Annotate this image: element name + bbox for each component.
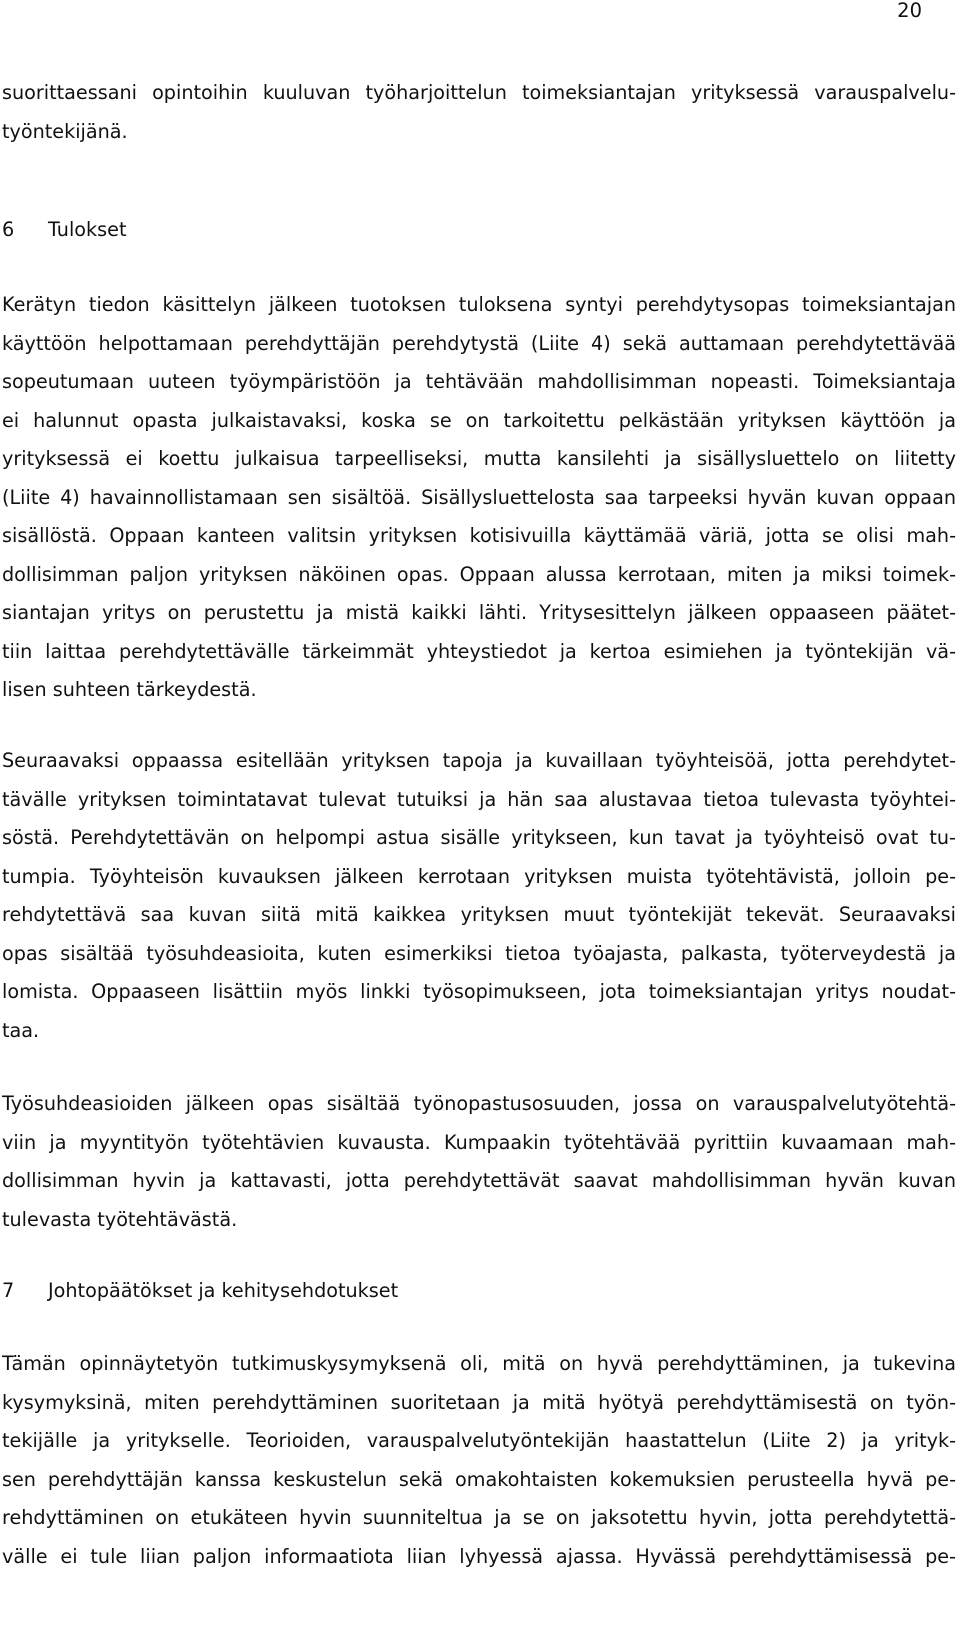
paragraph-line: työntekijänä. (2, 119, 128, 143)
section-title: Johtopäätökset ja kehitysehdotukset (48, 1279, 399, 1302)
paragraph-line: tumpia. Työyhteisön kuvauksen jälkeen kerrotaan yrityksen muista työtehtävistä, jolloin pe- (2, 864, 956, 888)
paragraph-line: rehdytettävä saa kuvan siitä mitä kaikkea yrityksen muut työntekijät tekevät. Seuraavaksi (2, 903, 956, 926)
section-heading-6 (2, 215, 126, 245)
paragraph-line: rehdyttäminen on etukäteen hyvin suunniteltua ja se on jaksotettu hyvin, jotta perehdytettä- (2, 1506, 956, 1529)
paragraph-line: Tämän opinnäytetyön tutkimuskysymyksenä oli, mitä on hyvä perehdyttäminen, ja tukevina (2, 1352, 956, 1375)
paragraph-results-2 (2, 742, 956, 1050)
paragraph-line: opas sisältää työsuhdeasioita, kuten esimerkiksi tietoa työajasta, palkasta, työterveydestä ja (2, 941, 956, 965)
paragraph-line: söstä. Perehdytettävän on helpompi astua sisälle yritykseen, kun tavat ja työyhteisö ovat tu- (2, 826, 956, 849)
paragraph-line: ei halunnut opasta julkaistavaksi, koska se on tarkoitettu pelkästään yrityksen käyttöön ja (2, 408, 956, 432)
paragraph-line: lisen suhteen tärkeydestä. (2, 678, 257, 701)
paragraph-line: tulevasta työtehtävästä. (2, 1207, 238, 1231)
page-number: 20 (897, 0, 922, 22)
paragraph-results-3 (2, 1085, 956, 1239)
section-number: 6 (2, 218, 15, 241)
paragraph-line: Seuraavaksi oppaassa esitellään yrityksen tapoja ja kuvaillaan työyhteisöä, jotta perehdytet- (2, 749, 956, 772)
paragraph-conclusions-1 (2, 1345, 956, 1576)
paragraph-line: lomista. Oppaaseen lisättiin myös linkki työsopimukseen, jota toimeksiantajan yritys noudat- (2, 980, 956, 1003)
paragraph-line: yrityksessä ei koettu julkaisua tarpeelliseksi, mutta kansilehti ja sisällysluettelo on liitetty (2, 447, 956, 470)
section-heading-7 (2, 1276, 398, 1306)
paragraph-line: tekijälle ja yritykselle. Teorioiden, varauspalvelutyöntekijän haastattelun (Liite 2) ja yrityk- (2, 1429, 956, 1452)
paragraph-line: tävälle yrityksen toimintatavat tulevat tutuiksi ja hän saa alustavaa tietoa tulevasta työyhtei- (2, 787, 956, 811)
paragraph-line: taa. (2, 1018, 40, 1042)
paragraph-line: sisällöstä. Oppaan kanteen valitsin yrityksen kotisivuilla käyttämää väriä, jotta se olisi mah- (2, 524, 956, 547)
paragraph-line: Kerätyn tiedon käsittelyn jälkeen tuotoksen tuloksena syntyi perehdytysopas toimeksiantajan (2, 293, 956, 316)
paragraph-line: dollisimman paljon yrityksen näköinen opas. Oppaan alussa kerrotaan, miten ja miksi toimek- (2, 562, 956, 586)
paragraph-line: viin ja myyntityön työtehtävien kuvausta. Kumpaakin työtehtävää pyrittiin kuvaamaan mah- (2, 1130, 956, 1154)
paragraph-line: tiin laittaa perehdytettävälle tärkeimmät yhteystiedot ja kertoa esimiehen ja työntekijän vä- (2, 639, 956, 663)
paragraph-line: käyttöön helpottamaan perehdyttäjän perehdytystä (Liite 4) sekä auttamaan perehdytettävää (2, 331, 956, 355)
paragraph-line: kysymyksinä, miten perehdyttäminen suoritetaan ja mitä hyötyä perehdyttämisestä on työn- (2, 1390, 956, 1414)
paragraph-line: siantajan yritys on perustettu ja mistä kaikki lähti. Yritysesittelyn jälkeen oppaaseen päätet- (2, 601, 956, 624)
paragraph-line: sopeutumaan uuteen työympäristöön ja tehtävään mahdollisimman nopeasti. Toimeksiantaja (2, 370, 956, 393)
paragraph-line: dollisimman hyvin ja kattavasti, jotta perehdytettävät saavat mahdollisimman hyvän kuvan (2, 1169, 956, 1192)
paragraph-line: Työsuhdeasioiden jälkeen opas sisältää työnopastusosuuden, jossa on varauspalvelutyötehtä- (2, 1092, 956, 1115)
paragraph-line: sen perehdyttäjän kanssa keskustelun sekä omakohtaisten kokemuksien perusteella hyvä pe- (2, 1467, 956, 1491)
paragraph-line: suorittaessani opintoihin kuuluvan työharjoittelun toimeksiantajan yrityksessä varauspalvelu- (2, 81, 956, 104)
intro-paragraph (2, 74, 956, 151)
section-title: Tulokset (48, 218, 127, 241)
paragraph-line: (Liite 4) havainnollistamaan sen sisältöä. Sisällysluettelosta saa tarpeeksi hyvän kuvan oppaan (2, 485, 956, 509)
paragraph-line: välle ei tule liian paljon informaatiota liian lyhyessä ajassa. Hyvässä perehdyttämisessä pe- (2, 1544, 956, 1568)
section-number: 7 (2, 1279, 15, 1302)
paragraph-results-1 (2, 286, 956, 710)
